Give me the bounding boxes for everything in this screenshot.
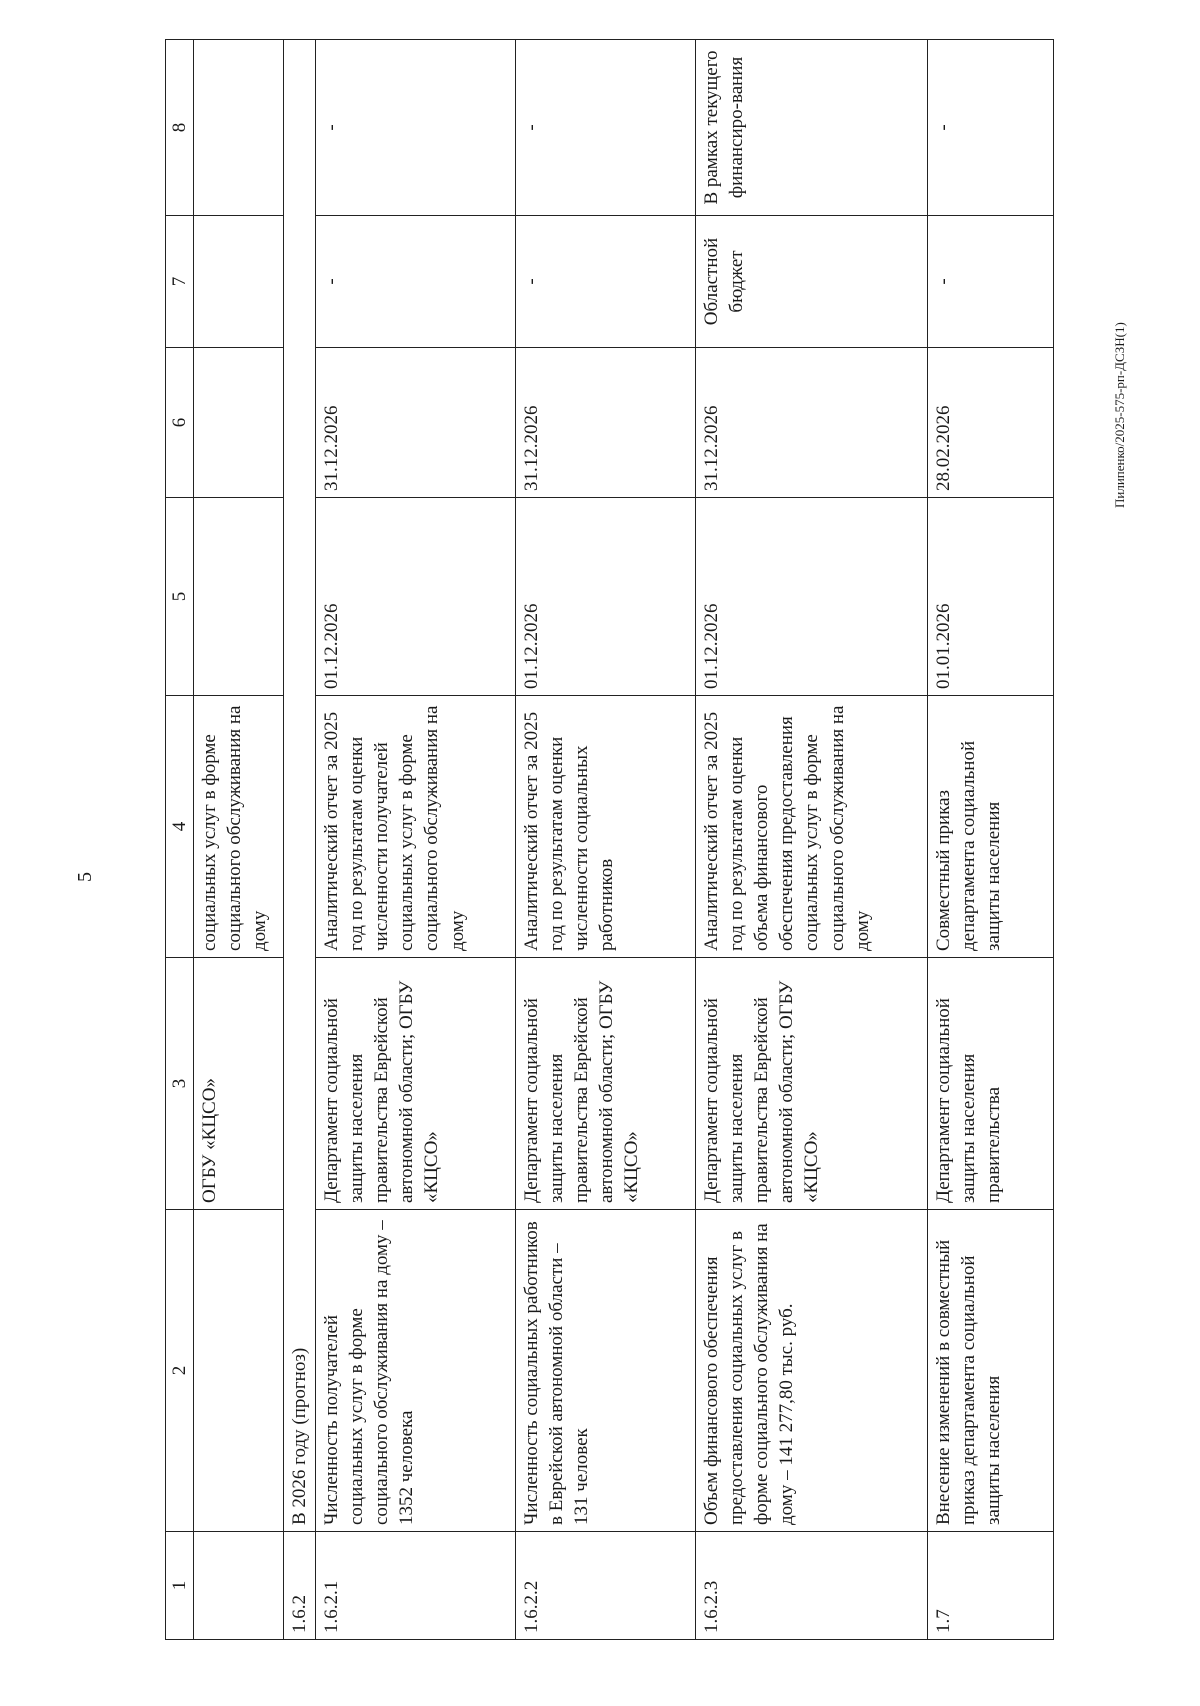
header-cell-1: 1: [166, 1532, 194, 1640]
header-cell-8: 8: [166, 40, 194, 216]
end-date: 31.12.2026: [516, 348, 696, 498]
header-row: [166, 40, 194, 1640]
result-cell: Аналитический отчет за 2025 год по результатам оценки численности получателей социальных услуг в форме социального обслуживания на дому: [316, 696, 516, 958]
table-cell: [194, 40, 284, 216]
funding-amount: В рамках текущего финансиро-вания: [696, 40, 928, 216]
document-code: Пилипенко/2025-575-рп-ДСЗН(1): [1112, 322, 1127, 508]
result-cell: Аналитический отчет за 2025 год по результатам оценки объема финансового обеспечения предоставления социальных услуг в форме социального обслуживания на дому: [696, 696, 928, 958]
item-description: Внесение изменений в совместный приказ департамента социальной защиты населения: [928, 1210, 1054, 1532]
header-cell-4: 4: [166, 696, 194, 958]
table-cell: [194, 498, 284, 696]
table-container: [165, 40, 1045, 1640]
end-date: 31.12.2026: [316, 348, 516, 498]
item-description: Численность получателей социальных услуг в форме социального обслуживания на дому – 1352 человека: [316, 1210, 516, 1532]
result-cell: социальных услуг в форме социального обслуживания на дому: [194, 696, 284, 958]
header-cell-5: 5: [166, 498, 194, 696]
funding-source: Областной бюджет: [696, 216, 928, 348]
table-row: [516, 40, 696, 1640]
executor-cell: Департамент социальной защиты населения правительства Еврейской автономной области; ОГБУ «КЦСО»: [696, 958, 928, 1210]
table-cell: [194, 216, 284, 348]
header-cell-3: 3: [166, 958, 194, 1210]
plan-table: [165, 39, 1054, 1640]
end-date: 28.02.2026: [928, 348, 1054, 498]
funding-amount: -: [316, 40, 516, 216]
item-description: Численность социальных работников в Еврейской автономной области – 131 человек: [516, 1210, 696, 1532]
item-number: 1.6.2.3: [696, 1532, 928, 1640]
executor-cell: Департамент социальной защиты населения правительства: [928, 958, 1054, 1210]
executor-cell: Департамент социальной защиты населения правительства Еврейской автономной области; ОГБУ «КЦСО»: [516, 958, 696, 1210]
table-row: [316, 40, 516, 1640]
item-number: 1.7: [928, 1532, 1054, 1640]
table-cell: [194, 1532, 284, 1640]
result-cell: Совместный приказ департамента социальной защиты населения: [928, 696, 1054, 958]
funding-amount: -: [928, 40, 1054, 216]
start-date: 01.12.2026: [316, 498, 516, 696]
section-row: [284, 40, 316, 1640]
continuation-row: [194, 40, 284, 1640]
section-title: В 2026 году (прогноз): [284, 40, 316, 1532]
start-date: 01.12.2026: [516, 498, 696, 696]
funding-source: -: [928, 216, 1054, 348]
table-row: [696, 40, 928, 1640]
page-number: 5: [74, 872, 96, 882]
table-cell: [194, 348, 284, 498]
header-cell-6: 6: [166, 348, 194, 498]
item-number: 1.6.2.1: [316, 1532, 516, 1640]
executor-cell: Департамент социальной защиты населения правительства Еврейской автономной области; ОГБУ «КЦСО»: [316, 958, 516, 1210]
funding-source: -: [516, 216, 696, 348]
funding-amount: -: [516, 40, 696, 216]
header-cell-2: 2: [166, 1210, 194, 1532]
result-cell: Аналитический отчет за 2025 год по результатам оценки численности социальных работников: [516, 696, 696, 958]
start-date: 01.12.2026: [696, 498, 928, 696]
item-description: Объем финансового обеспечения предоставления социальных услуг в форме социального обслуживания на дому – 141 277,80 тыс. руб.: [696, 1210, 928, 1532]
table-cell: [194, 1210, 284, 1532]
funding-source: -: [316, 216, 516, 348]
item-number: 1.6.2.2: [516, 1532, 696, 1640]
start-date: 01.01.2026: [928, 498, 1054, 696]
end-date: 31.12.2026: [696, 348, 928, 498]
executor-cell: ОГБУ «КЦСО»: [194, 958, 284, 1210]
header-cell-7: 7: [166, 216, 194, 348]
table-row: [928, 40, 1054, 1640]
section-number: 1.6.2: [284, 1532, 316, 1640]
